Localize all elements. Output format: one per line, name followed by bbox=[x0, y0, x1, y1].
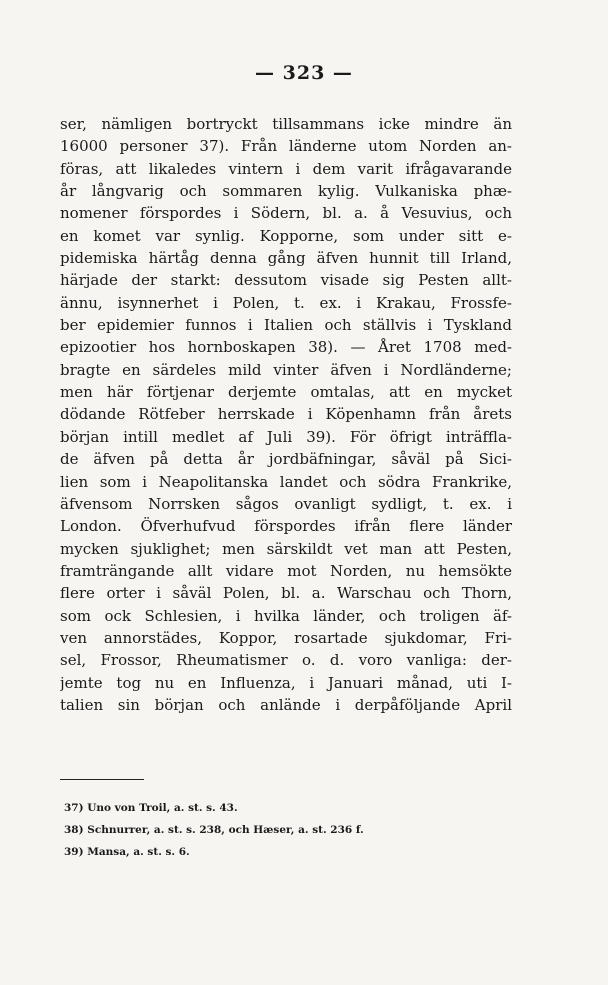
text-line: föras, att likaledes vintern i dem varit ifrågavarande bbox=[60, 159, 512, 178]
text-line: flere orter i såväl Polen, bl. a. Warschau och Thorn, bbox=[60, 584, 512, 603]
footnote-divider bbox=[60, 779, 144, 780]
text-line: ven annorstädes, Koppor, rosartade sjukdomar, Fri- bbox=[60, 628, 512, 647]
text-line: lien som i Neapolitanska landet och södra Frankrike, bbox=[60, 472, 512, 491]
text-line: de äfven på detta år jordbäfningar, såväl på Sici- bbox=[60, 450, 512, 469]
text-line: härjade der starkt: dessutom visade sig Pesten allt- bbox=[60, 271, 512, 290]
text-line: talien sin början och anlände i derpåföljande April bbox=[60, 695, 512, 714]
body-text bbox=[60, 113, 512, 716]
text-line: äfvensom Norrsken sågos ovanligt sydligt, t. ex. i bbox=[60, 494, 512, 513]
text-line: ber epidemier funnos i Italien och ställvis i Tyskland bbox=[60, 316, 512, 335]
footnote: 39) Mansa, a. st. s. 6. bbox=[64, 846, 190, 858]
text-line: nomener förspordes i Södern, bl. a. å Vesuvius, och bbox=[60, 204, 512, 223]
text-line: som ock Schlesien, i hvilka länder, och troligen äf- bbox=[60, 606, 512, 625]
text-line: men här förtjenar derjemte omtalas, att en mycket bbox=[60, 383, 512, 402]
text-line: framträngande allt vidare mot Norden, nu hemsökte bbox=[60, 561, 512, 580]
footnotes bbox=[64, 797, 504, 863]
text-line: dödande Rötfeber herrskade i Köpenhamn från årets bbox=[60, 405, 512, 424]
text-line: pidemiska härtåg denna gång äfven hunnit till Irland, bbox=[60, 249, 512, 268]
text-line: ännu, isynnerhet i Polen, t. ex. i Krakau, Frossfe- bbox=[60, 293, 512, 312]
text-line: mycken sjuklighet; men särskildt vet man att Pesten, bbox=[60, 539, 512, 558]
text-line: London. Öfverhufvud förspordes ifrån flere länder bbox=[60, 517, 512, 536]
footnote: 38) Schnurrer, a. st. s. 238, och Hæser, a. st. 236 f. bbox=[64, 824, 364, 836]
text-line: år långvarig och sommaren kylig. Vulkaniska phæ- bbox=[60, 182, 512, 201]
text-line: början intill medlet af Juli 39). För öfrigt inträffla- bbox=[60, 427, 512, 446]
text-line: sel, Frossor, Rheumatismer o. d. voro vanliga: der- bbox=[60, 651, 512, 670]
text-line: jemte tog nu en Influenza, i Januari månad, uti I- bbox=[60, 673, 512, 692]
page-number: — 323 — bbox=[255, 62, 353, 84]
footnote: 37) Uno von Troil, a. st. s. 43. bbox=[64, 802, 238, 814]
text-line: ser, nämligen bortryckt tillsammans icke mindre än bbox=[60, 115, 512, 133]
text-line: en komet var synlig. Kopporne, som under sitt e- bbox=[60, 226, 512, 245]
text-line: epizootier hos hornboskapen 38). — Året 1708 med- bbox=[60, 338, 512, 357]
text-line: bragte en särdeles mild vinter äfven i Nordländerne; bbox=[60, 360, 512, 379]
text-line: 16000 personer 37). Från länderne utom Norden an- bbox=[60, 137, 512, 156]
